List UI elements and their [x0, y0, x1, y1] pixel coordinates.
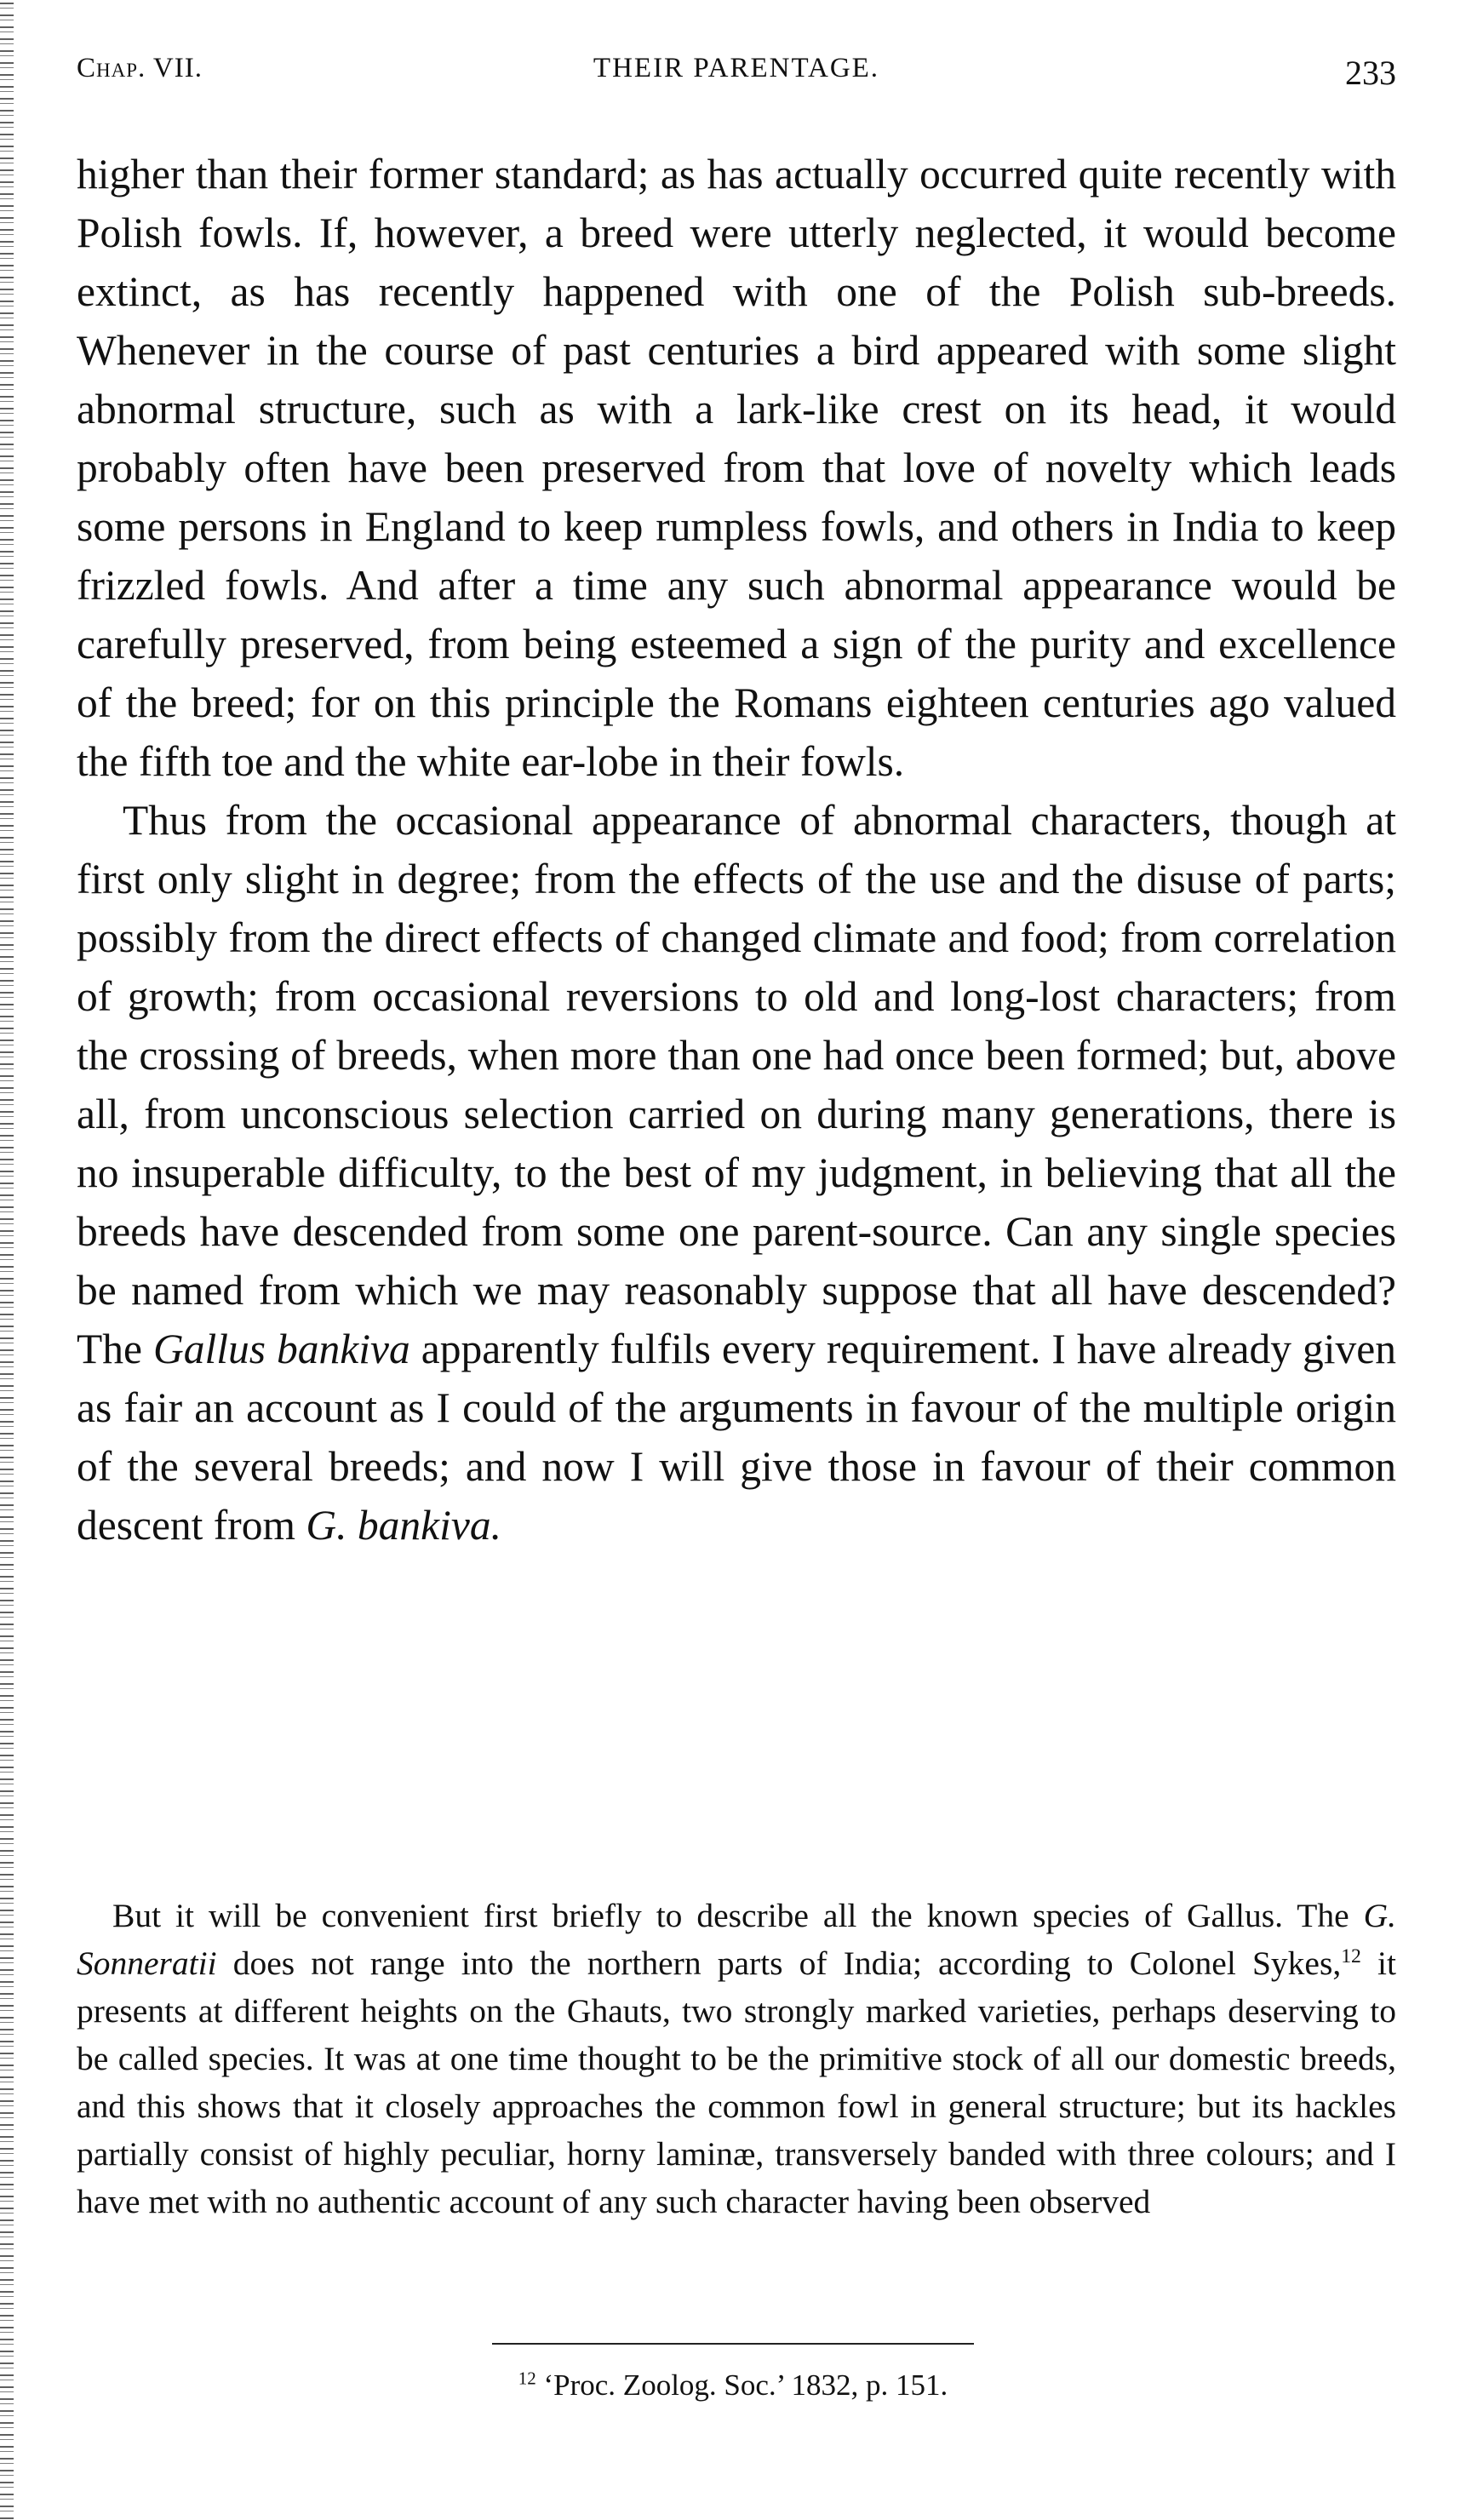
- page-number: 233: [1345, 54, 1396, 92]
- paragraph-2: [77, 791, 1396, 1555]
- small-type-paragraph: [77, 1892, 1396, 2225]
- footnote-number: 12: [518, 2368, 536, 2389]
- species-name-g-bankiva: G. bankiva.: [306, 1502, 501, 1549]
- species-name-gallus-bankiva: Gallus bankiva: [152, 1326, 410, 1372]
- main-text: [77, 145, 1396, 1555]
- running-title: THEIR PARENTAGE.: [593, 53, 880, 83]
- small-text-c: it presents at different heights on the Ghauts, two strongly marked varieties, perhaps deserving to be called species. It was at one time thought to be the primitive stock of all our domestic breeds, and this shows that it closely approaches the common fowl in general structure; but its hackles partially consist of highly peculiar, horny laminæ, transversely banded with three colours; and I have met with no authentic account of any such character having been observed: [77, 1944, 1396, 2220]
- footnote-reference[interactable]: 12: [1341, 1944, 1361, 1967]
- chapter-label: Chap. VII.: [77, 53, 203, 83]
- small-text-b: does not range into the northern parts of India; according to Colonel Sykes,: [216, 1944, 1342, 1982]
- footnote-rule: [492, 2343, 974, 2345]
- paragraph-2-text-a: Thus from the occasional appearance of abnormal characters, though at first only slight in degree; from the effects of the use and the disuse of parts; possibly from the direct effects of changed climate and food; from correlation of growth; from occasional reversions to old and long-lost characters; from the crossing of breeds, when more than one had once been formed; but, above all, from unconscious selection carried on during many generations, there is no insuperable difficulty, to the best of my judgment, in believing that all the breeds have descended from some one parent-source. Can any single species be named from which we may reasonably suppose that all have descended? The: [77, 797, 1396, 1372]
- paragraph-2-text-b: apparently fulfils every requirement. I have already given as fair an account as I could of the arguments in favour of the multiple origin of the several breeds; and now I will give those in favour of their common descent from: [77, 1326, 1396, 1549]
- footnote-text: ‘Proc. Zoolog. Soc.’ 1832, p. 151.: [535, 2368, 948, 2402]
- footnote: [0, 2367, 1466, 2404]
- small-text-a: But it will be convenient first briefly to describe all the known species of Gallus. The: [112, 1897, 1364, 1934]
- species-name-g-sonneratii: G. Sonneratii: [77, 1897, 1396, 1982]
- running-head: [77, 53, 1396, 100]
- binding-edge: [0, 0, 14, 2520]
- paragraph-1: higher than their former standard; as has actually occurred quite recently with Polish fowls. If, however, a breed were utterly neglected, it would become extinct, as has recently happened with one of the Polish sub-breeds. Whenever in the course of past centuries a bird appeared with some slight abnormal structure, such as with a lark-like crest on its head, it would probably often have been preserved from that love of novelty which leads some persons in England to keep rumpless fowls, and others in India to keep frizzled fowls. And after a time any such abnormal appearance would be carefully preserved, from being esteemed a sign of the purity and excellence of the breed; for on this principle the Romans eighteen centuries ago valued the fifth toe and the white ear-lobe in their fowls.: [77, 151, 1396, 785]
